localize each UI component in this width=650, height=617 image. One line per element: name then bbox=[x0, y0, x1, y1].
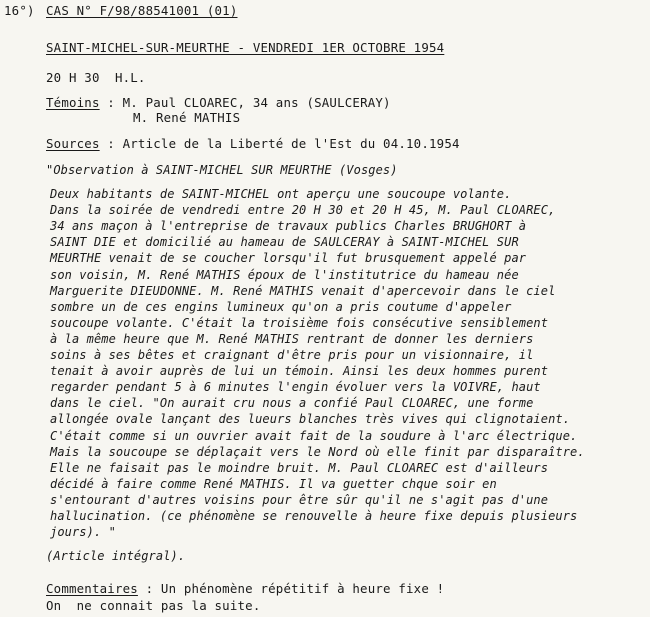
article-line: SAINT DIE et domicilié au hameau de SAULCERAY à SAINT-MICHEL SUR bbox=[50, 235, 519, 250]
comments-label: Commentaires bbox=[46, 581, 138, 596]
article-line: à la même heure que M. René MATHIS rentrant de donner les derniers bbox=[50, 331, 534, 346]
comments-separator: : bbox=[137, 581, 161, 596]
article-line: soucoupe volante. C'était la troisième fois consécutive sensiblement bbox=[50, 315, 549, 330]
witness-1: M. Paul CLOAREC, 34 ans (SAULCERAY) bbox=[122, 95, 391, 110]
article-line: MEURTHE venait de se coucher lorsqu'il fut brusquement appelé par bbox=[50, 251, 527, 266]
article-line: Dans la soirée de vendredi entre 20 H 30 et 20 H 45, M. Paul CLOAREC, bbox=[50, 203, 556, 218]
article-line: C'était comme si un ouvrier avait fait de la soudure à l'arc électrique. bbox=[50, 428, 578, 443]
article-note: (Article intégral). bbox=[46, 549, 186, 563]
article-line: Marguerite DIEUDONNE. M. René MATHIS venait d'apercevoir dans le ciel bbox=[50, 283, 556, 298]
sources-label: Sources bbox=[46, 136, 100, 151]
comments-row bbox=[46, 581, 444, 596]
comments-text: Un phénomène répétitif à heure fixe ! bbox=[160, 581, 445, 596]
article-line: hallucination. (ce phénomène se renouvelle à heure fixe depuis plusieurs bbox=[50, 509, 578, 523]
sources-separator: : bbox=[99, 136, 123, 151]
article-line: dans le ciel. "On aurait cru nous a confié Paul CLOAREC, une forme bbox=[50, 396, 534, 411]
entry-number: 16°) bbox=[4, 3, 35, 18]
article-line: son voisin, M. René MATHIS époux de l'institutrice du hameau née bbox=[50, 267, 519, 282]
witnesses-row bbox=[46, 95, 391, 110]
article-line: Deux habitants de SAINT-MICHEL ont aperçu une soucoupe volante. bbox=[50, 187, 512, 201]
article-line: s'entourant d'autres voisins pour être sûr qu'il ne s'agit pas d'une bbox=[50, 492, 549, 507]
comments-line-2: On ne connait pas la suite. bbox=[46, 598, 261, 613]
witnesses-separator: : bbox=[99, 95, 123, 110]
article-line: décidé à faire comme René MATHIS. Il va guetter chque soir en bbox=[50, 476, 497, 491]
place-date-heading: SAINT-MICHEL-SUR-MEURTHE - VENDREDI 1ER OCTOBRE 1954 bbox=[46, 40, 445, 55]
sources-row bbox=[46, 136, 460, 151]
witness-2: M. René MATHIS bbox=[133, 110, 241, 125]
article-line: soins à ses bêtes et craignant d'être pris pour un visionnaire, il bbox=[50, 348, 534, 362]
article-line: regarder pendant 5 à 6 minutes l'engin évoluer vers la VOIVRE, haut bbox=[50, 380, 541, 395]
article-line: Elle ne faisait pas le moindre bruit. M. Paul CLOAREC est d'ailleurs bbox=[50, 460, 549, 475]
article-line: tenait à avoir auprès de lui un témoin. Ainsi les deux hommes purent bbox=[50, 364, 549, 379]
article-title: "Observation à SAINT-MICHEL SUR MEURTHE (Vosges) bbox=[46, 163, 398, 177]
observation-time: 20 H 30 H.L. bbox=[46, 70, 146, 85]
article-line: 34 ans maçon à l'entreprise de travaux publics Charles BRUGHORT à bbox=[50, 219, 527, 234]
case-reference: CAS N° F/98/88541001 (01) bbox=[46, 3, 238, 18]
article-line: allongée ovale lançant des lueurs blanches très vives qui clignotaient. bbox=[50, 412, 571, 427]
article-line: jours). " bbox=[50, 525, 116, 540]
article-line: Mais la soucoupe se déplaçait vers le Nord où elle finit par disparaître. bbox=[50, 444, 585, 459]
article-line: sombre un de ces engins lumineux qu'on a pris coutume d'appeler bbox=[50, 299, 512, 314]
sources-text: Article de la Liberté de l'Est du 04.10.1954 bbox=[122, 136, 460, 151]
witnesses-label: Témoins bbox=[46, 95, 100, 110]
